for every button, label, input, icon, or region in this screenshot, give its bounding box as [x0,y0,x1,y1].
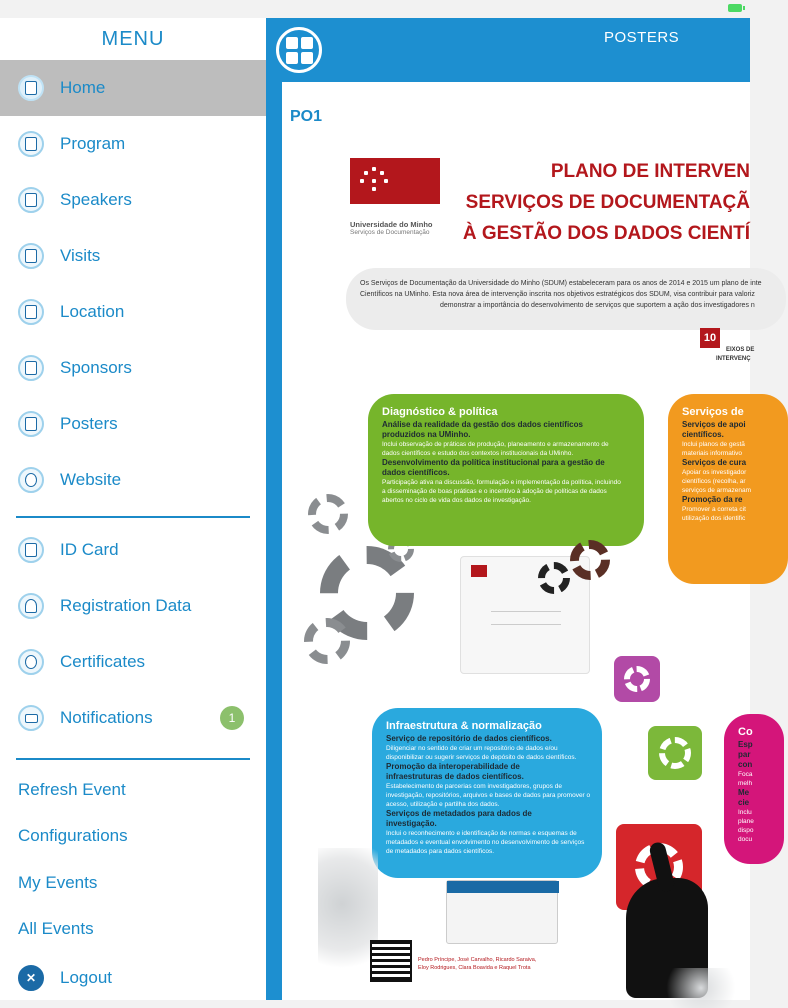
card-line: Promoção da interoperabilidade de [386,762,520,771]
card-line: abertos no ciclo de vida dos dados de investigação. [382,497,531,504]
notification-count-badge: 1 [220,706,244,730]
sidebar-item-program[interactable] [0,116,266,172]
sidebar-item-label: Location [60,302,125,321]
grid-cell [286,52,298,64]
sidebar-item-label: Sponsors [60,358,132,377]
card-line: materiais informativo [682,450,742,457]
sidebar-divider [16,516,250,518]
all-events-link[interactable]: All Events [18,919,94,938]
card-line: Estabelecimento de parcerias com investigadores, grupos de [386,783,562,790]
card-line: serviços de armazenam [682,487,751,494]
paint-splash [318,848,378,988]
card-line: par [738,750,751,759]
status-bar [0,0,750,18]
poster-title-line: PLANO DE INTERVEN [550,161,750,182]
card-line: Serviços de metadados para dados de [386,809,532,818]
page-title: POSTERS [604,29,680,46]
intro-line: Científicos na UMinho. Esta nova área de intervenção inscrita nos objetivos estratégicos dos SDUM, visa contribuir para valoriz [360,291,755,298]
card-line: plane [738,818,754,825]
location-icon [18,299,44,325]
poster-authors [418,956,536,972]
poster-title [450,156,750,249]
gear-icon [308,494,348,534]
poster-code: PO1 [290,108,323,125]
card-line: Promoção da re [682,495,743,504]
card-line: Participação ativa na discussão, formulação e implementação da política, incluindo [382,479,621,486]
authors-line: Pedro Príncipe, José Carvalho, Ricardo Saraiva, [418,957,537,963]
laptop-screen-image [446,880,558,944]
close-icon: ✕ [18,965,44,991]
card-line: Serviço de repositório de dados científicos. [386,734,552,743]
card-line: a disseminação de boas práticas e o incentivo à adoção de políticas de dados [382,488,607,495]
sidebar-item-label: Posters [60,414,118,433]
card-servicos [668,394,788,584]
card-line: dados científicos e estudo dos contextos institucionais da UMinho. [382,450,574,457]
uminho-logo [350,158,440,204]
poster-image[interactable] [326,148,762,1000]
menu-title: MENU [101,28,165,50]
speakers-icon [18,187,44,213]
my-events-link[interactable]: My Events [18,873,98,892]
id-card-icon [18,537,44,563]
user-icon [18,593,44,619]
report-document-image [460,556,590,674]
card-line: docu [738,836,753,843]
grid-menu-button[interactable] [276,27,322,73]
card-line: disponibilizar ou sugerir serviços de depósito de dados científicos. [386,754,577,761]
sidebar-item-registration-data[interactable] [0,578,266,634]
card-comunicacao [724,714,784,864]
sidebar-item-visits[interactable] [0,228,266,284]
card-line: investigação, repositórios, arquivos e bases de dados para promover o [386,792,591,799]
card-line: Foca [738,771,753,778]
card-line: utilização dos identific [682,515,746,522]
card-line: con [738,760,753,769]
card-line: Esp [738,740,753,749]
main-panel [266,18,762,1000]
axes-label [716,346,754,364]
card-line: Análise da realidade da gestão dos dados científicos [382,420,583,429]
sidebar-menu [0,18,266,1000]
configurations-link[interactable]: Configurations [18,826,128,845]
institution-subtitle: Serviços de Documentação [350,229,430,236]
card-line: Apoiar os investigador [682,469,747,476]
card-line: melh [738,780,753,787]
home-icon [18,75,44,101]
card-title: Co [738,726,753,738]
card-line: dados científicos. [382,468,450,477]
card-line: Inclui o reconhecimento e identificação de normas e esquemas de [386,830,577,837]
sponsors-icon [18,355,44,381]
refresh-event-link[interactable]: Refresh Event [18,780,126,799]
intro-line: demonstrar a importância do desenvolvimento de serviços que suportem a ação dos investigadores n [440,302,755,309]
sidebar-divider [16,758,250,760]
card-line: de metadados para dados científicos. [386,848,495,855]
visits-icon [18,243,44,269]
sidebar-item-speakers[interactable] [0,172,266,228]
sidebar-item-label: Speakers [60,190,132,209]
posters-icon [18,411,44,437]
sidebar-item-label: Website [60,470,122,489]
sidebar-item-label: ID Card [60,540,119,559]
poster-intro [346,268,786,330]
sidebar-item-label: Notifications [60,708,153,727]
card-infraestrutura-normalizacao [372,708,602,878]
poster-title-line: À GESTÃO DOS DADOS CIENTÍ [462,223,750,244]
card-title: Infraestrutura & normalização [386,720,542,732]
poster-title-line: SERVIÇOS DE DOCUMENTAÇÃ [465,192,750,213]
top-bar [266,18,750,82]
authors-line: Eloy Rodrigues, Clara Boavida e Raquel Trota [418,965,531,971]
sidebar-item-notifications[interactable] [0,690,266,746]
sidebar-item-home[interactable] [0,60,266,116]
globe-icon [18,467,44,493]
sidebar-item-id-card[interactable] [0,522,266,578]
gear-tile-icon [614,656,660,702]
logout-label: Logout [60,968,112,987]
gear-icon [570,540,610,580]
poster-content [266,82,762,1000]
card-line: científicos. [682,430,724,439]
gear-tile-icon [648,726,702,780]
paint-splash [656,968,746,1008]
card-line: cie [738,798,750,807]
card-line: infraestruturas de dados científicos. [386,772,524,781]
document-icon [18,131,44,157]
grid-cell [286,37,298,49]
card-line: metadados e eventual envolvimento no desenvolvimento de serviços [386,839,585,846]
intro-line: Os Serviços de Documentação da Universidade do Minho (SDUM) estabeleceram para os anos de 2014 e 2015 um plano de inte [360,280,762,287]
sidebar-item-label: Home [60,78,106,97]
card-line: Desenvolvimento da política institucional para a gestão de [382,458,605,467]
battery-icon [728,4,742,12]
card-line: Inclui planos de gestã [682,441,745,448]
card-line: Inclui observação de práticas de produção, planeamento e armazenamento de [382,441,609,448]
card-line: Inclu [738,809,752,816]
sidebar-item-certificates[interactable] [0,634,266,690]
sidebar-item-label: Visits [60,246,101,265]
card-line: investigação. [386,819,437,828]
card-diagnostico-politica [368,394,644,546]
card-title: Diagnóstico & política [382,406,498,418]
card-line: acesso, utilização e partilha dos dados. [386,801,500,808]
sidebar-item-label: Certificates [60,652,146,671]
certificate-icon [18,649,44,675]
sidebar-item-website[interactable] [0,452,266,508]
sidebar-item-label: Program [60,134,126,153]
sidebar-item-sponsors[interactable] [0,340,266,396]
axes-label-line: EIXOS DE [726,347,755,353]
axes-label-line: INTERVENÇ [716,356,751,362]
gear-icon [304,618,350,664]
grid-cell [301,37,313,49]
card-line: Serviços de apoi [682,420,746,429]
card-line: Diligenciar no sentido de criar um repositório de dados e/ou [386,745,558,752]
card-line: dispo [738,827,754,834]
axes-number-badge: 10 [700,328,720,348]
sidebar-item-label: Registration Data [60,596,192,615]
qr-code [370,940,412,982]
card-line: produzidos na UMinho. [382,430,471,439]
institution-name: Universidade do Minho [350,220,433,229]
envelope-icon [18,705,44,731]
card-line: Serviços de cura [682,458,747,467]
gear-icon [538,562,570,594]
card-title: Serviços de [682,406,744,418]
sidebar-item-posters[interactable] [0,396,266,452]
card-line: científicos (recolha, ar [682,478,746,485]
logout-button[interactable] [0,950,266,1006]
sidebar-item-location[interactable] [0,284,266,340]
grid-cell [301,52,313,64]
card-line: Promover a correta cit [682,506,746,513]
card-line: Me [738,788,750,797]
uminho-mark-icon [360,167,388,195]
